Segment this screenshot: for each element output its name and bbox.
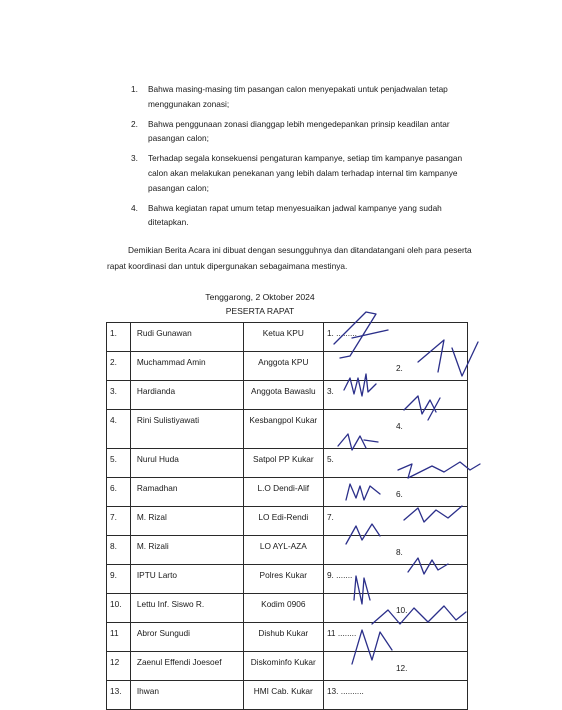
attendance-table: [106, 322, 468, 710]
participants-heading: PESERTA RAPAT: [225, 306, 295, 316]
row-number: 7.: [107, 507, 131, 536]
table-row: [107, 623, 468, 652]
participant-role: Dishub Kukar: [243, 623, 323, 652]
participant-name: Muchammad Amin: [130, 352, 243, 381]
row-number: 11: [107, 623, 131, 652]
signature-cell: [323, 410, 467, 449]
signature-number: 7.: [326, 512, 334, 522]
item-text: Bahwa kegiatan rapat umum tetap menyesuaikan jadwal kampanye yang sudah ditetapkan.: [148, 202, 442, 228]
participant-role: Ketua KPU: [243, 323, 323, 352]
list-item: [131, 117, 477, 147]
participant-role: L.O Dendi-Alif: [243, 478, 323, 507]
participant-role: HMI Cab. Kukar: [243, 681, 323, 710]
signature-cell: [323, 381, 467, 410]
table-row: [107, 478, 468, 507]
participant-name: Ihwan: [130, 681, 243, 710]
participant-name: Nurul Huda: [130, 449, 243, 478]
signature-number: 9. .......: [326, 570, 353, 580]
participant-role: LO Edi-Rendi: [243, 507, 323, 536]
item-text: Terhadap segala konsekuensi pengaturan kampanye, setiap tim kampanye pasangan calon akan melakukan penekanan yang lebih dalam terhadap internal tim kampanye pasangan calon;: [148, 153, 463, 193]
signature-cell: [323, 323, 467, 352]
list-item: [131, 201, 477, 231]
participant-name: M. Rizal: [130, 507, 243, 536]
participant-name: M. Rizali: [130, 536, 243, 565]
row-number: 6.: [107, 478, 131, 507]
signature-number: 11 ........: [326, 628, 357, 638]
item-number: 1.: [131, 84, 138, 94]
signature-cell: [323, 652, 467, 681]
participant-name: Rini Sulistiyawati: [130, 410, 243, 449]
table-row: [107, 410, 468, 449]
item-number: 3.: [131, 153, 138, 164]
row-number: 8.: [107, 536, 131, 565]
table-row: [107, 381, 468, 410]
row-number: 4.: [107, 410, 131, 449]
item-text: Bahwa penggunaan zonasi dianggap lebih mengedepankan prinsip keadilan antar pasangan calon;: [148, 118, 450, 144]
table-row: [107, 652, 468, 681]
signature-cell: [323, 565, 467, 594]
participant-role: Diskominfo Kukar: [243, 652, 323, 681]
participant-role: Kodim 0906: [243, 594, 323, 623]
signature-number: 8.: [395, 547, 403, 557]
participant-name: Zaenul Effendi Joesoef: [130, 652, 243, 681]
signature-cell: [323, 681, 467, 710]
row-number: 1.: [107, 323, 131, 352]
table-row: [107, 681, 468, 710]
participant-role: Satpol PP Kukar: [243, 449, 323, 478]
row-number: 10.: [107, 594, 131, 623]
participant-role: Anggota KPU: [243, 352, 323, 381]
signature-number: 6.: [395, 489, 403, 499]
item-text: Bahwa masing-masing tim pasangan calon menyepakati untuk penjadwalan tetap menggunakan zonasi;: [148, 84, 448, 109]
table-row: [107, 449, 468, 478]
signature-number: 3.: [326, 386, 334, 396]
row-number: 9.: [107, 565, 131, 594]
signature-number: 12.: [395, 663, 408, 673]
signature-cell: [323, 352, 467, 381]
signature-cell: [323, 594, 467, 623]
participant-name: Abror Sungudi: [130, 623, 243, 652]
participant-role: Anggota Bawaslu: [243, 381, 323, 410]
signature-cell: [323, 623, 467, 652]
table-row: [107, 565, 468, 594]
participant-role: Kesbangpol Kukar: [243, 410, 323, 449]
row-number: 12: [107, 652, 131, 681]
item-number: 4.: [131, 202, 138, 213]
signature-cell: [323, 507, 467, 536]
signature-number: 13. ..........: [326, 686, 364, 696]
participant-name: Lettu Inf. Siswo R.: [130, 594, 243, 623]
signature-cell: [323, 536, 467, 565]
place-date: Tenggarong, 2 Oktober 2024: [205, 292, 315, 302]
closing-paragraph: [107, 243, 479, 274]
row-number: 3.: [107, 381, 131, 410]
row-number: 5.: [107, 449, 131, 478]
closing-text: Demikian Berita Acara ini dibuat dengan sesungguhnya dan ditandatangani oleh para peserta rapat koordinasi dan untuk dipergunakan sebagaimana mestinya.: [107, 245, 472, 271]
signature-number: 10.: [395, 605, 408, 615]
row-number: 13.: [107, 681, 131, 710]
signature-number: 2.: [395, 363, 403, 373]
table-row: [107, 323, 468, 352]
signature-number: 5.: [326, 454, 334, 464]
item-number: 2.: [131, 118, 138, 129]
table-row: [107, 536, 468, 565]
list-item: [131, 151, 477, 195]
signature-cell: [323, 449, 467, 478]
participant-name: Ramadhan: [130, 478, 243, 507]
table-row: [107, 352, 468, 381]
participant-name: IPTU Larto: [130, 565, 243, 594]
signature-cell: [323, 478, 467, 507]
row-number: 2.: [107, 352, 131, 381]
considerations-list: [131, 82, 477, 235]
participant-name: Rudi Gunawan: [130, 323, 243, 352]
list-item: [131, 82, 477, 112]
signature-number: 4.: [395, 421, 403, 431]
participant-role: Polres Kukar: [243, 565, 323, 594]
participant-role: LO AYL-AZA: [243, 536, 323, 565]
participant-name: Hardianda: [130, 381, 243, 410]
table-row: [107, 594, 468, 623]
signature-number: 1. .........: [326, 328, 357, 338]
table-row: [107, 507, 468, 536]
